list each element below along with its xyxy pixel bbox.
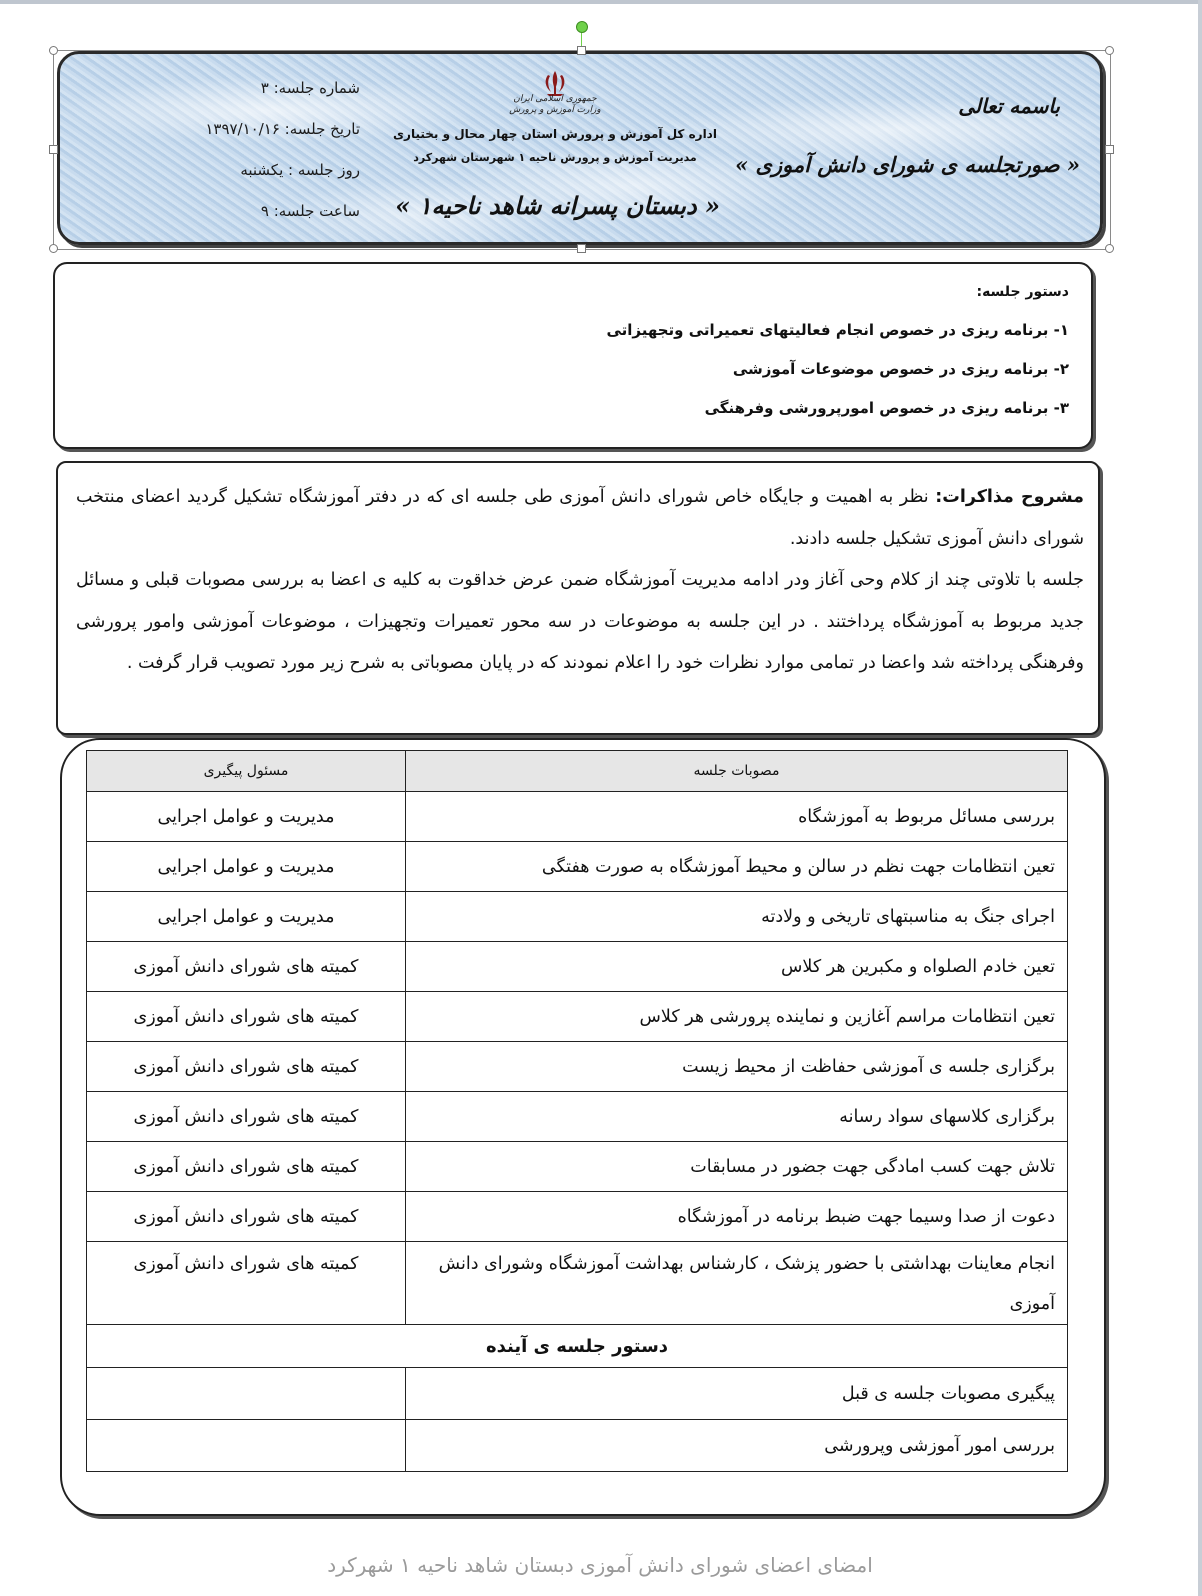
discussion-text — [76, 477, 1084, 685]
agenda-item: ۱- برنامه ریزی در خصوص انجام فعالیتهای تعمیراتی وتجهیزاتی — [606, 321, 1069, 339]
agenda-box — [53, 262, 1093, 449]
resize-handle-bottom[interactable] — [577, 244, 586, 253]
ministry-logo-text: جمهوری اسلامی ایران وزارت آموزش و پرورش — [509, 94, 601, 115]
decision-cell: تعین خادم الصلواه و مکبرین هر کلاس — [406, 942, 1068, 992]
agenda-item: ۲- برنامه ریزی در خصوص موضوعات آموزشی — [732, 360, 1069, 378]
table-row — [87, 942, 1068, 992]
decision-cell: برگزاری جلسه ی آموزشی حفاظت از محیط زیست — [406, 1042, 1068, 1092]
meeting-number: شماره جلسه: ۳ — [260, 79, 360, 97]
table-row — [87, 1042, 1068, 1092]
responsible-cell: کمیته های شورای دانش آموزی — [87, 1242, 406, 1325]
decision-cell: بررسی مسائل مربوط به آموزشگاه — [406, 792, 1068, 842]
discussion-paragraph-2: جلسه با تلاوتی چند از کلام وحی آغاز ودر ادامه مدیریت آموزشگاه ضمن عرض خداقوت به کلیه ی اعضا به بررسی مصوبات قبلی و مسائل جدید مربوط به آموزشگاه پرداختند . در این جلسه به موضوعات در سه محور تعمیرات وتجهیزات ، موضوعات آموزشی وامور پرورشی وفرهنگی پرداخته شد واعضا در تمامی موارد نظرات خود را اعلام نمودند که در پایان مصوباتی به شرح زیر مورد تصویب قرار گرفت . — [76, 570, 1084, 673]
responsible-cell: مدیریت و عوامل اجرایی — [87, 842, 406, 892]
table-row — [87, 1092, 1068, 1142]
decision-cell: تعین انتظامات جهت نظم در سالن و محیط آموزشگاه به صورت هفتگی — [406, 842, 1068, 892]
meeting-date: تاریخ جلسه: ۱۳۹۷/۱۰/۱۶ — [205, 120, 360, 138]
resize-handle-bottom-left[interactable] — [49, 244, 58, 253]
table-header-row — [87, 751, 1068, 792]
decision-cell: تلاش جهت کسب امادگی جهت جضور در مسابقات — [406, 1142, 1068, 1192]
meeting-day: روز جلسه : یکشنبه — [240, 161, 360, 179]
responsible-cell: کمیته های شورای دانش آموزی — [87, 992, 406, 1042]
document-title: « صورتجلسه ی شورای دانش آموزی » — [735, 152, 1080, 177]
discussion-label: مشروح مذاکرات: — [935, 487, 1084, 507]
decision-cell: انجام معاینات بهداشتی با حضور پزشک ، کارشناس بهداشت آموزشگاه وشورای دانش آموزی — [406, 1242, 1068, 1325]
resize-handle-right[interactable] — [1105, 145, 1114, 154]
next-agenda-item: بررسی امور آموزشی وپرورشی — [406, 1420, 1068, 1472]
page-top-edge — [0, 0, 1202, 4]
page-right-edge — [1198, 0, 1202, 1596]
next-agenda-heading: دستور جلسه ی آینده — [87, 1325, 1068, 1368]
column-header-responsible: مسئول پیگیری — [87, 751, 406, 792]
next-agenda-responsible — [87, 1420, 406, 1472]
table-row — [87, 842, 1068, 892]
decision-cell: اجرای جنگ به مناسبتهای تاریخی و ولادته — [406, 892, 1068, 942]
decision-cell: تعین انتظامات مراسم آغازین و نماینده پرورشی هر کلاس — [406, 992, 1068, 1042]
column-header-decision: مصوبات جلسه — [406, 751, 1068, 792]
decision-cell: دعوت از صدا وسیما جهت ضبط برنامه در آموزشگاه — [406, 1192, 1068, 1242]
table-row — [87, 892, 1068, 942]
next-agenda-row — [87, 1368, 1068, 1420]
table-row — [87, 1142, 1068, 1192]
table-row — [87, 1242, 1068, 1325]
resize-handle-top-left[interactable] — [49, 46, 58, 55]
org-line-1: اداره کل آموزش و پرورش استان چهار محال و بختیاری — [393, 127, 717, 141]
responsible-cell: مدیریت و عوامل اجرایی — [87, 792, 406, 842]
resolutions-table — [86, 750, 1068, 1472]
next-agenda-heading-row — [87, 1325, 1068, 1368]
next-agenda-item: پیگیری مصوبات جلسه ی قبل — [406, 1368, 1068, 1420]
meeting-time: ساعت جلسه: ۹ — [260, 202, 360, 220]
table-row — [87, 992, 1068, 1042]
resize-handle-top[interactable] — [577, 46, 586, 55]
agenda-item: ۳- برنامه ریزی در خصوص امورپرورشی وفرهنگی — [704, 399, 1069, 417]
rotate-handle[interactable] — [576, 21, 588, 33]
resize-handle-left[interactable] — [49, 145, 58, 154]
decision-cell: برگزاری کلاسهای سواد رسانه — [406, 1092, 1068, 1142]
selection-frame — [53, 50, 1111, 250]
discussion-paragraph-1: نظر به اهمیت و جایگاه خاص شورای دانش آموزی طی جلسه ای که در دفتر آموزشگاه تشکیل گردید اعضای منتخب شورای دانش آموزی تشکیل جلسه دادند. — [76, 487, 1084, 549]
discussion-box — [56, 461, 1100, 735]
next-agenda-responsible — [87, 1368, 406, 1420]
bismillah-heading: باسمه تعالی — [958, 94, 1060, 118]
resize-handle-bottom-right[interactable] — [1105, 244, 1114, 253]
resize-handle-top-right[interactable] — [1105, 46, 1114, 55]
table-row — [87, 1192, 1068, 1242]
responsible-cell: مدیریت و عوامل اجرایی — [87, 892, 406, 942]
next-agenda-row — [87, 1420, 1068, 1472]
footer-signature-line: امضای اعضای شورای دانش آموزی دبستان شاهد ناحیه ۱ شهرکرد — [327, 1553, 873, 1577]
school-name: « دبستان پسرانه شاهد ناحیه۱ » — [395, 191, 720, 220]
responsible-cell: کمیته های شورای دانش آموزی — [87, 1192, 406, 1242]
agenda-title: دستور جلسه: — [976, 284, 1069, 300]
responsible-cell: کمیته های شورای دانش آموزی — [87, 1142, 406, 1192]
responsible-cell: کمیته های شورای دانش آموزی — [87, 1092, 406, 1142]
responsible-cell: کمیته های شورای دانش آموزی — [87, 942, 406, 992]
org-line-2: مدیریت آموزش و پرورش ناحیه ۱ شهرستان شهرکرد — [413, 151, 697, 164]
table-row — [87, 792, 1068, 842]
responsible-cell: کمیته های شورای دانش آموزی — [87, 1042, 406, 1092]
